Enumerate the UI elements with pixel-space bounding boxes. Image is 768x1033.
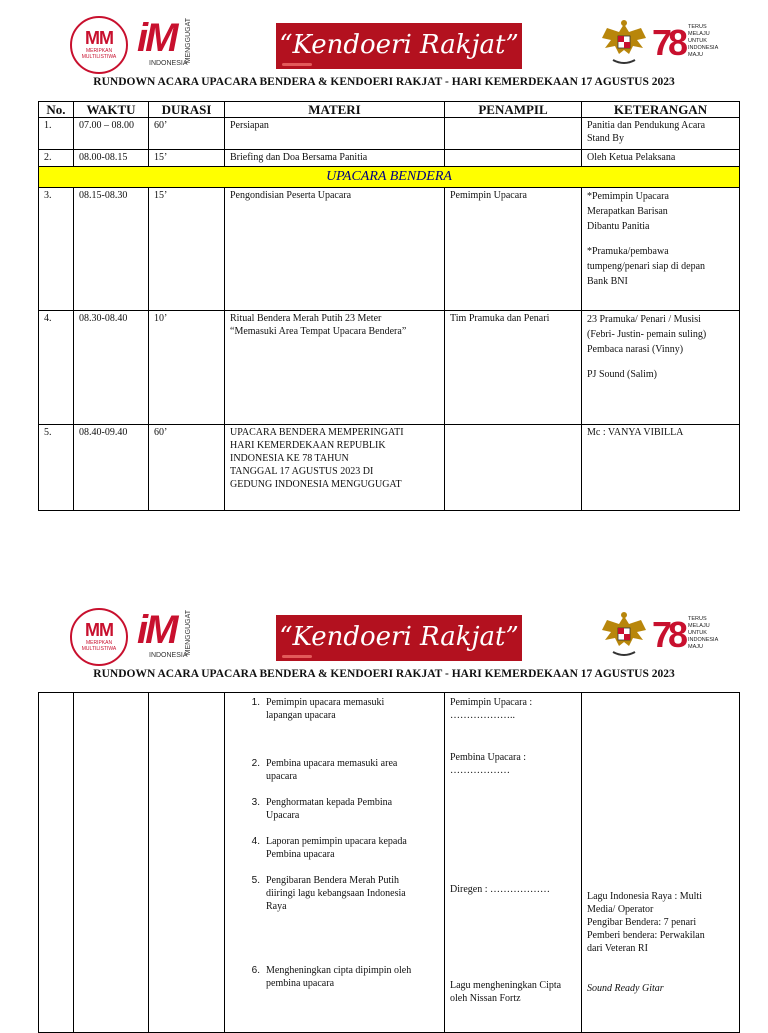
rundown-table-continued bbox=[38, 692, 740, 1033]
col-header-materi: MATERI bbox=[225, 102, 445, 118]
table-row: 1. Pemimpin upacara memasuki lapangan upacara 2. Pembina upacara memasuki area upacara 3. Penghormatan kepada Pembina Upacara 4. Laporan pemimpin upacara kepada Pembina upacara 5. Pengibaran Bendera Merah Putih diiringi lagu kebangsaan Indonesia Raya 6. Mengheningkan cipta dipimpin oleh pembina upacara Pemimpin Upacara : ……………….. Pembina Upacara : ……………… Diregen : ……………… Lagu mengheningkan Cipta oleh Nissan Fortz Lagu Indonesia Raya : Multi Media/ Operator Pengibar Bendera: 7 penari Pemberi bendera: Perwakilan dari Veteran RI Sound Ready Gitar bbox=[39, 693, 740, 1033]
table-row: 3. 08.15-08.30 15’ Pengondisian Peserta Upacara Pemimpin Upacara *Pemimpin Upacara Merapatkan Barisan Dibantu Panitia *Pramuka/pembawa tumpeng/penari siap di depan Bank BNI bbox=[39, 188, 740, 311]
indonesia-menggugat-logo: iM INDONESIA MENGGUGAT bbox=[137, 16, 192, 67]
hut-78-logo: 78 bbox=[652, 22, 685, 63]
list-item: 2. Pembina upacara memasuki area upacara bbox=[251, 758, 398, 782]
kendoeri-rakjat-banner: “Kendoeri Rakjat” bbox=[276, 23, 522, 69]
col-header-waktu: WAKTU bbox=[74, 102, 149, 118]
table-header-row bbox=[39, 102, 740, 118]
list-item: 4. Laporan pemimpin upacara kepada Pembina upacara bbox=[251, 836, 407, 860]
list-item: 1. Pemimpin upacara memasuki lapangan upacara bbox=[251, 697, 385, 721]
table-row: 2. 08.00-08.15 15’ Briefing dan Doa Bersama Panitia Oleh Ketua Pelaksana bbox=[39, 150, 740, 167]
rundown-table bbox=[38, 101, 740, 511]
table-row: 1. 07.00 – 08.00 60’ Persiapan Panitia dan Pendukung Acara Stand By bbox=[39, 118, 740, 150]
hut-tagline: TERUS MELAJU UNTUK INDONESIA MAJU bbox=[688, 616, 719, 650]
garuda-pancasila-emblem bbox=[599, 18, 649, 72]
page1-title: RUNDOWN ACARA UPACARA BENDERA & KENDOERI RAKJAT - HARI KEMERDEKAAN 17 AGUSTUS 2023 bbox=[93, 76, 675, 88]
col-header-durasi: DURASI bbox=[149, 102, 225, 118]
hut-78-logo: 78 bbox=[652, 614, 685, 655]
section-row-upacara-bendera: UPACARA BENDERA bbox=[39, 167, 740, 188]
col-header-penampil: PENAMPIL bbox=[445, 102, 582, 118]
mm-logo: MM MERIPKAN MULTILISTIWA bbox=[70, 608, 128, 666]
list-item: 5. Pengibaran Bendera Merah Putih diiringi lagu kebangsaan Indonesia Raya bbox=[251, 875, 406, 912]
page2-header bbox=[0, 604, 768, 674]
col-header-keterangan: KETERANGAN bbox=[582, 102, 740, 118]
list-item: 3. Penghormatan kepada Pembina Upacara bbox=[251, 797, 393, 821]
hut-tagline: TERUS MELAJU UNTUK INDONESIA MAJU bbox=[688, 24, 719, 58]
mm-logo: MM MERIPKAN MULTILISTIWA bbox=[70, 16, 128, 74]
page2-title: RUNDOWN ACARA UPACARA BENDERA & KENDOERI RAKJAT - HARI KEMERDEKAAN 17 AGUSTUS 2023 bbox=[93, 668, 675, 680]
garuda-pancasila-emblem bbox=[599, 610, 649, 664]
list-item: 6. Mengheningkan cipta dipimpin oleh pembina upacara bbox=[251, 965, 412, 989]
table-row: 5. 08.40-09.40 60’ UPACARA BENDERA MEMPERINGATI HARI KEMERDEKAAN REPUBLIK INDONESIA KE 78 TAHUN TANGGAL 17 AGUSTUS 2023 DI GEDUNG INDONESIA MENGUGUGAT Mc : VANYA VIBILLA bbox=[39, 425, 740, 511]
page1-header bbox=[0, 12, 768, 82]
indonesia-menggugat-logo: iM INDONESIA MENGGUGAT bbox=[137, 608, 192, 659]
table-row: 4. 08.30-08.40 10’ Ritual Bendera Merah Putih 23 Meter “Memasuki Area Tempat Upacara Bendera” Tim Pramuka dan Penari 23 Pramuka/ Penari / Musisi (Febri- Justin- pemain suling) Pembaca narasi (Vinny) PJ Sound (Salim) bbox=[39, 311, 740, 425]
kendoeri-rakjat-banner: “Kendoeri Rakjat” bbox=[276, 615, 522, 661]
col-header-no: No. bbox=[39, 102, 74, 118]
